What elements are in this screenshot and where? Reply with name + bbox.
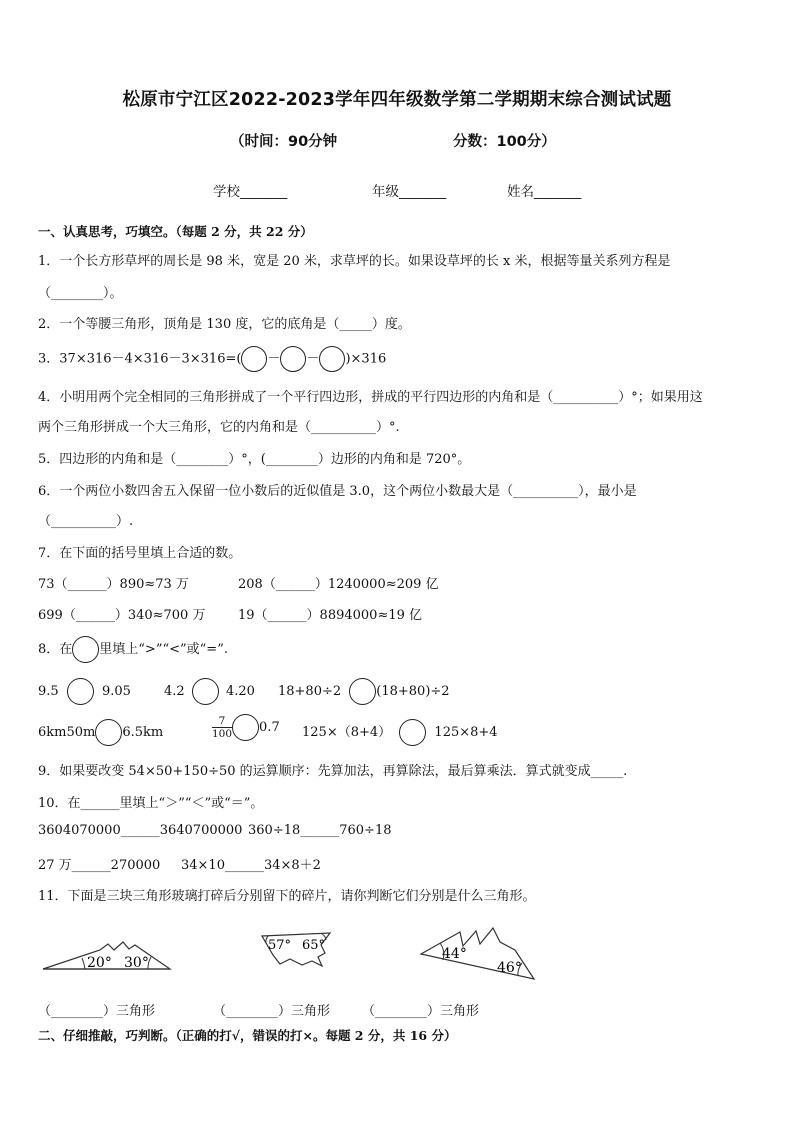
question-8-item-b bbox=[164, 678, 255, 705]
question-4-line-1: 4．小明用两个完全相同的三角形拼成了一个平行四边形，拼成的平行四边形的内角和是（__________）°；如果用这 bbox=[38, 390, 703, 405]
question-5: 5．四边形的内角和是（________）°，(________）边形的内角和是 720°。 bbox=[38, 452, 471, 467]
value-right: 4.20 bbox=[225, 684, 255, 699]
question-8-post: 里填上“>”“<”或“=”. bbox=[99, 642, 228, 657]
section-1-title: 一、认真思考，巧填空。（每题 2 分，共 22 分） bbox=[38, 224, 313, 239]
question-6-line-2[interactable]: （__________）. bbox=[38, 514, 134, 529]
compare-circle[interactable] bbox=[192, 678, 219, 705]
angle-label: 30° bbox=[124, 955, 149, 971]
glass-fragment-1 bbox=[40, 936, 175, 976]
question-3-suffix: )×316 bbox=[345, 351, 387, 367]
question-2: 2．一个等腰三角形，顶角是 130 度，它的底角是（_____）度。 bbox=[38, 317, 411, 332]
question-11-answer-3[interactable]: （________）三角形 bbox=[362, 1004, 480, 1019]
question-8-title bbox=[38, 636, 228, 663]
answer-circle[interactable] bbox=[280, 346, 306, 372]
question-7-item-d: 19（______）8894000≈19 亿 bbox=[238, 608, 423, 623]
question-11-answer-1[interactable]: （________）三角形 bbox=[38, 1004, 156, 1019]
glass-fragment-2 bbox=[260, 931, 335, 971]
question-8-item-a bbox=[38, 678, 131, 705]
question-3 bbox=[38, 346, 386, 372]
minus-sign: － bbox=[306, 351, 320, 367]
question-11-answer-2[interactable]: （________）三角形 bbox=[213, 1004, 331, 1019]
value-left: 6km50m bbox=[38, 725, 96, 740]
glass-fragment-3 bbox=[418, 918, 538, 983]
question-10-title: 10．在______里填上“＞”“＜”或“＝”。 bbox=[38, 796, 264, 811]
value-right: (18+80)÷2 bbox=[376, 684, 450, 699]
question-1-line-1: 1．一个长方形草坪的周长是 98 米，宽是 20 米，求草坪的长。如果设草坪的长 x 米，根据等量关系列方程是 bbox=[38, 254, 671, 269]
value-left: 4.2 bbox=[164, 684, 185, 699]
compare-circle[interactable] bbox=[232, 714, 259, 741]
question-10-item-c: 27 万______270000 bbox=[38, 858, 161, 873]
value-left: 9.5 bbox=[38, 684, 59, 699]
question-9: 9．如果要改变 54×50+150÷50 的运算顺序：先算加法，再算除法，最后算乘法．算式就变成_____. bbox=[38, 764, 628, 779]
angle-label: 44° bbox=[442, 946, 467, 962]
question-11-title: 11．下面是三块三角形玻璃打碎后分别留下的碎片，请你判断它们分别是什么三角形。 bbox=[38, 889, 536, 904]
question-10-item-d: 34×10______34×8＋2 bbox=[181, 858, 321, 873]
section-2-title: 二、仔细推敲，巧判断。（正确的打√，错误的打×。每题 2 分，共 16 分） bbox=[38, 1028, 457, 1043]
compare-circle[interactable] bbox=[72, 636, 99, 663]
exam-time: （时间：90分钟 bbox=[230, 134, 338, 150]
compare-circle[interactable] bbox=[67, 678, 94, 705]
angle-label: 46° bbox=[497, 960, 522, 976]
answer-circle[interactable] bbox=[241, 346, 267, 372]
fraction bbox=[212, 715, 232, 740]
minus-sign: － bbox=[267, 351, 281, 367]
fraction-denominator: 100 bbox=[212, 728, 233, 740]
angle-label: 57° bbox=[268, 938, 292, 953]
angle-label: 65° bbox=[302, 938, 326, 953]
value-left: 125×（8+4） bbox=[302, 725, 392, 740]
compare-circle[interactable] bbox=[399, 719, 426, 746]
value-left: 18+80÷2 bbox=[278, 684, 342, 699]
question-10-item-b: 360÷18______760÷18 bbox=[248, 823, 392, 838]
question-7-item-c: 699（______）340≈700 万 bbox=[38, 608, 206, 623]
school-field[interactable]: 学校_______ bbox=[213, 184, 288, 200]
question-10-item-a: 3604070000______3640700000 bbox=[38, 823, 243, 838]
answer-circle[interactable] bbox=[319, 346, 345, 372]
question-8-item-f bbox=[302, 719, 498, 746]
question-6-line-1: 6．一个两位小数四舍五入保留一位小数后的近似值是 3.0，这个两位小数最大是（__________），最小是 bbox=[38, 484, 637, 499]
compare-circle[interactable] bbox=[95, 719, 122, 746]
value-right: 0.7 bbox=[259, 720, 280, 735]
question-1-answer[interactable]: （________）。 bbox=[38, 286, 123, 301]
compare-circle[interactable] bbox=[349, 678, 376, 705]
question-8-item-d bbox=[38, 719, 163, 746]
question-8-pre: 8．在 bbox=[38, 642, 73, 657]
grade-field[interactable]: 年级_______ bbox=[372, 184, 447, 200]
question-7-item-b: 208（______）1240000≈209 亿 bbox=[238, 577, 439, 592]
exam-score: 分数：100分） bbox=[453, 134, 556, 150]
question-8-item-e bbox=[212, 714, 280, 741]
question-4-line-2: 两个三角形拼成一个大三角形，它的内角和是（__________）°. bbox=[38, 420, 400, 435]
page-title: 松原市宁江区2022-2023学年四年级数学第二学期期末综合测试试题 bbox=[122, 90, 672, 110]
question-7-title: 7．在下面的括号里填上合适的数。 bbox=[38, 546, 242, 561]
question-8-item-c bbox=[278, 678, 450, 705]
question-3-prefix: 3．37×316－4×316－3×316=( bbox=[38, 351, 242, 367]
value-right: 125×8+4 bbox=[434, 725, 498, 740]
value-right: 9.05 bbox=[101, 684, 131, 699]
angle-label: 20° bbox=[87, 955, 112, 971]
question-7-item-a: 73（______）890≈73 万 bbox=[38, 577, 189, 592]
value-right: 6.5km bbox=[122, 725, 164, 740]
fraction-numerator: 7 bbox=[212, 715, 232, 728]
name-field[interactable]: 姓名_______ bbox=[507, 184, 582, 200]
